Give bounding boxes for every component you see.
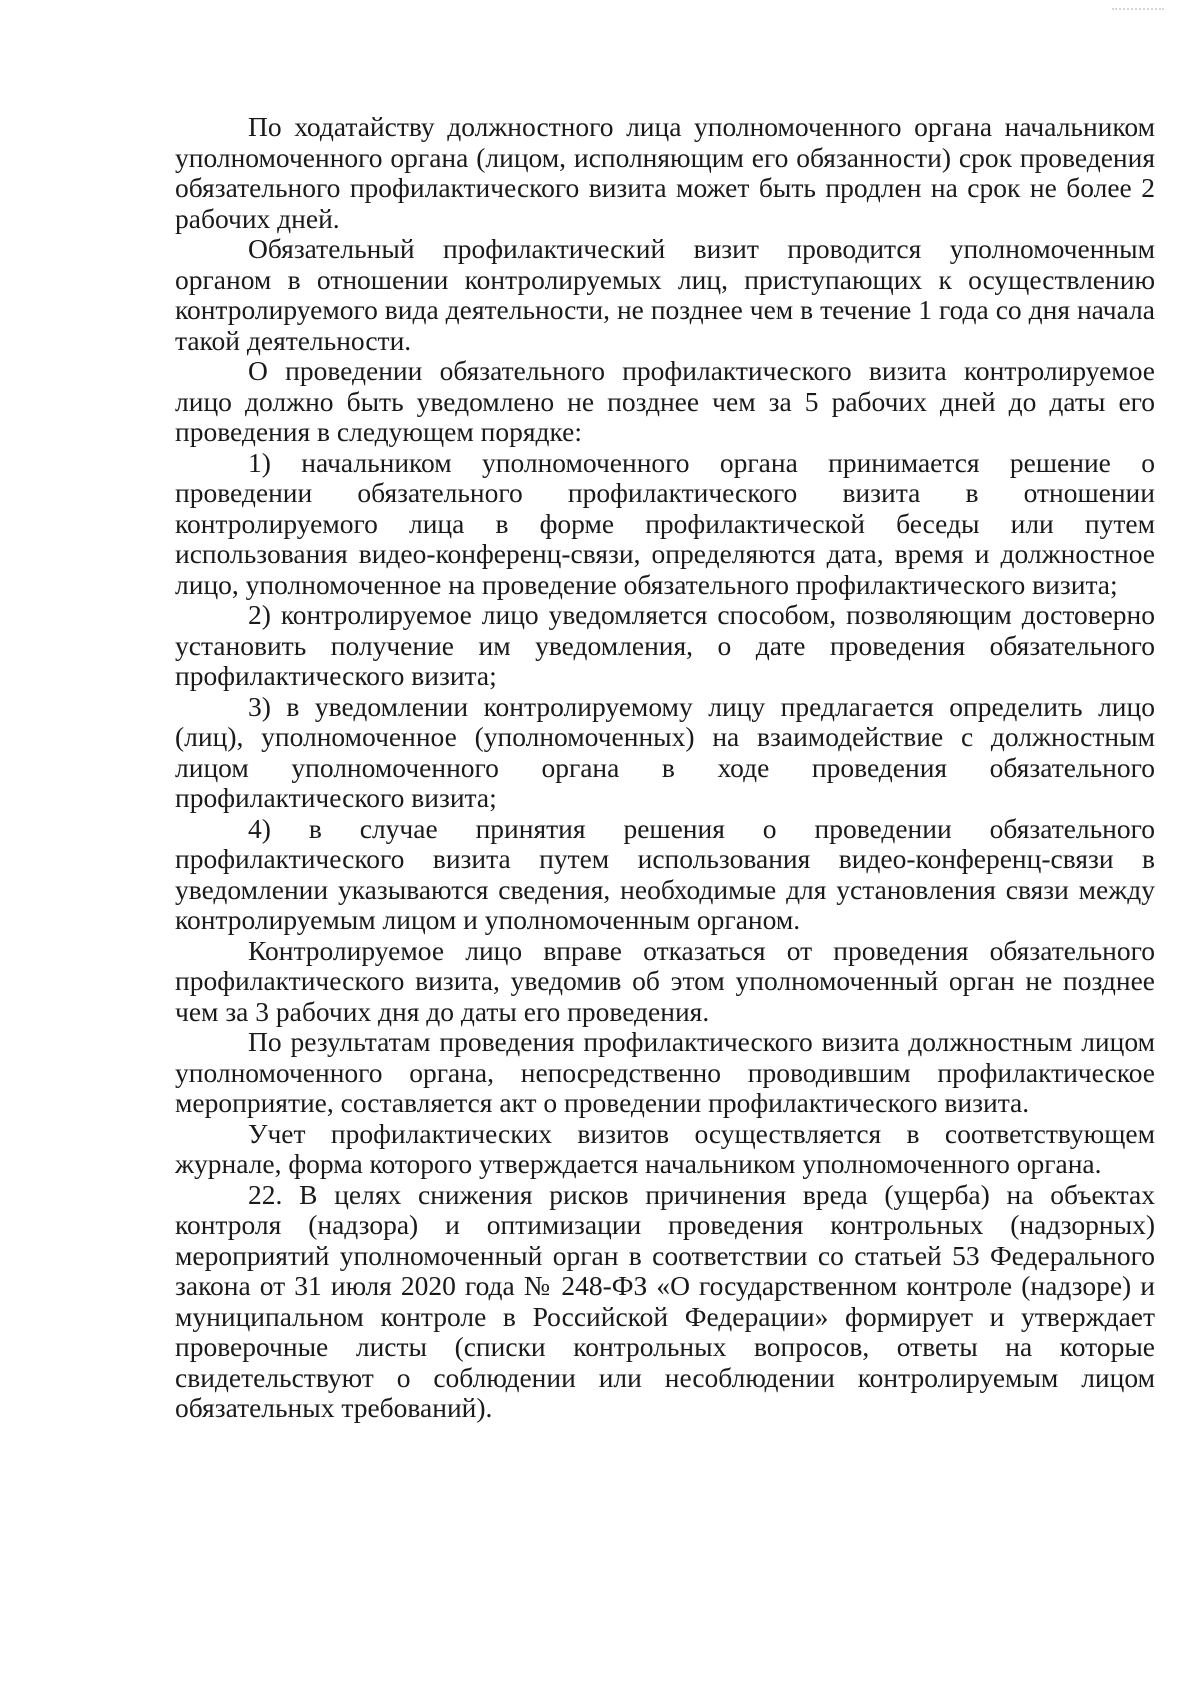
paragraph-visit-journal: Учет профилактических визитов осуществляется в соответствующем журнале, форма которого утверждается начальником уполномоченного органа. [175, 1117, 1155, 1179]
document-page [175, 112, 1155, 1424]
list-item-4: 4) в случае принятия решения о проведении обязательного профилактического визита путем использования видео-конференц-связи в уведомлении указываются сведения, необходимые для установления связи между контролируемым лицом и уполномоченным органом. [175, 812, 1155, 935]
paragraph-refusal-right: Контролируемое лицо вправе отказаться от проведения обязательного профилактического визита, уведомив об этом уполномоченный орган не позднее чем за 3 рабочих дня до даты его проведения. [175, 934, 1155, 1027]
paragraph-section-22: 22. В целях снижения рисков причинения вреда (ущерба) на объектах контроля (надзора) и оптимизации проведения контрольных (надзорных) мероприятий уполномоченный орган в соответствии со статьей 53 Федерального закона от 31 июля 2020 года № 248-ФЗ «О государственном контроле (надзоре) и муниципальном контроле в Российской Федерации» формирует и утверждает проверочные листы (списки контрольных вопросов, ответы на которые свидетельствуют о соблюдении или несоблюдении контролируемым лицом обязательных требований). [175, 1178, 1155, 1423]
paragraph-notification-order: О проведении обязательного профилактического визита контролируемое лицо должно быть уведомлено не позднее чем за 5 рабочих дней до даты его проведения в следующем порядке: [175, 355, 1155, 447]
paragraph-visit-act: По результатам проведения профилактического визита должностным лицом уполномоченного органа, непосредственно проводившим профилактическое мероприятие, составляется акт о проведении профилактического визита. [175, 1026, 1155, 1118]
paragraph-mandatory-visit: Обязательный профилактический визит проводится уполномоченным органом в отношении контролируемых лиц, приступающих к осуществлению контролируемого вида деятельности, не позднее чем в течение 1 года со дня начала такой деятельности. [175, 233, 1155, 356]
paragraph-extension-of-visit: По ходатайству должностного лица уполномоченного органа начальником уполномоченного органа (лицом, исполняющим его обязанности) срок проведения обязательного профилактического визита может быть продлен на срок не более 2 рабочих дней. [175, 111, 1155, 234]
list-item-1: 1) начальником уполномоченного органа принимается решение о проведении обязательного профилактического визита в отношении контролируемого лица в форме профилактической беседы или путем использования видео-конференц-связи, определяются дата, время и должностное лицо, уполномоченное на проведение обязательного профилактического визита; [175, 446, 1155, 600]
list-item-2: 2) контролируемое лицо уведомляется способом, позволяющим достоверно установить получение им уведомления, о дате проведения обязательного профилактического визита; [175, 599, 1155, 691]
scan-artifact [1112, 8, 1164, 12]
list-item-3: 3) в уведомлении контролируемому лицу предлагается определить лицо (лиц), уполномоченное (уполномоченных) на взаимодействие с должностным лицом уполномоченного органа в ходе проведения обязательного профилактического визита; [175, 690, 1155, 813]
